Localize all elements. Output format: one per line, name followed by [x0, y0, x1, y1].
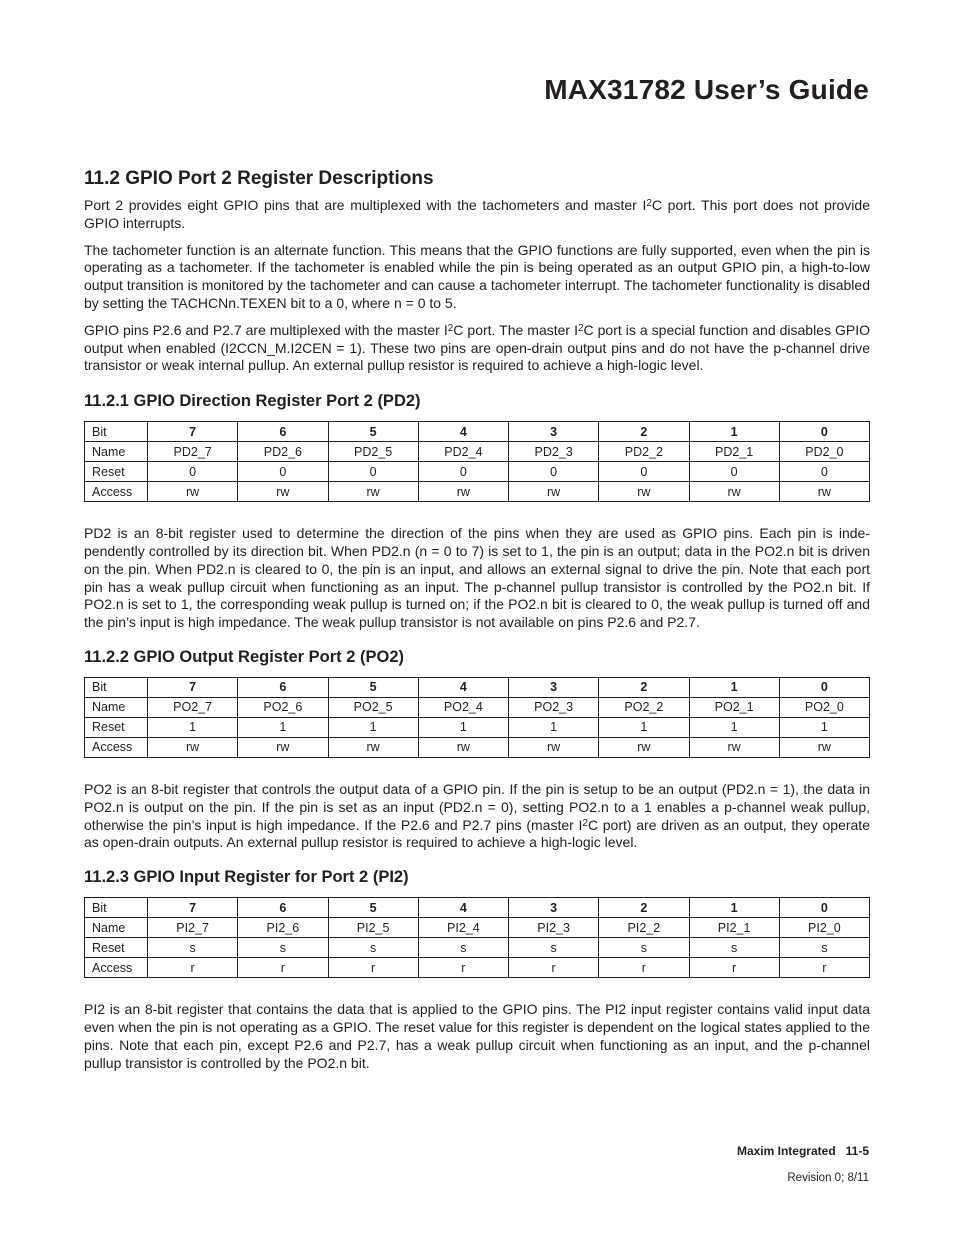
table-cell: 0: [599, 462, 689, 482]
table-cell: PO2_7: [148, 697, 238, 717]
table-cell: PI2_3: [509, 918, 599, 938]
table-cell: s: [509, 938, 599, 958]
table-cell: PD2_2: [599, 442, 689, 462]
table-cell: r: [418, 958, 508, 978]
table-cell: 1: [689, 422, 779, 442]
row-label: Bit: [85, 677, 148, 697]
table-cell: 4: [418, 898, 508, 918]
table-cell: r: [148, 958, 238, 978]
table-cell: rw: [148, 737, 238, 757]
table-cell: 1: [689, 717, 779, 737]
table-cell: 4: [418, 677, 508, 697]
table-cell: 1: [779, 717, 869, 737]
pi2-reset-row: [85, 938, 870, 958]
po2-heading: 11.2.2 GPIO Output Register Port 2 (PO2): [84, 647, 404, 666]
page-title: MAX31782 User’s Guide: [544, 74, 869, 105]
table-cell: rw: [509, 482, 599, 502]
table-cell: 0: [689, 462, 779, 482]
row-label: Name: [85, 918, 148, 938]
pd2-reset-row: [85, 462, 870, 482]
row-label: Reset: [85, 717, 148, 737]
row-label: Reset: [85, 462, 148, 482]
table-cell: s: [418, 938, 508, 958]
table-cell: r: [238, 958, 328, 978]
table-cell: 0: [779, 677, 869, 697]
table-cell: r: [599, 958, 689, 978]
table-cell: 2: [599, 677, 689, 697]
po2-description: [84, 781, 870, 852]
table-cell: rw: [418, 737, 508, 757]
pi2-heading: 11.2.3 GPIO Input Register for Port 2 (PI2): [84, 868, 409, 887]
table-cell: 1: [328, 717, 418, 737]
table-cell: 1: [689, 898, 779, 918]
table-cell: s: [599, 938, 689, 958]
po2-sup: 2: [582, 817, 588, 829]
table-cell: PO2_0: [779, 697, 869, 717]
table-cell: PD2_0: [779, 442, 869, 462]
pi2-description: PI2 is an 8-bit register that contains the data that is applied to the GPIO pins. The PI2 input register contains valid input data even when the pin is not operating as a GPIO. The reset value for this register is dependent on the logical states applied to the pins. Note that each pin, except P2.6 and P2.7, has a weak pullup circuit when functioning as an input, and the p-channel pullup transistor is controlled by the PO2.n bit.: [84, 1001, 870, 1071]
table-cell: PI2_0: [779, 918, 869, 938]
table-cell: 3: [509, 898, 599, 918]
table-cell: 0: [238, 462, 328, 482]
i2c-sup-2: 2: [577, 322, 584, 334]
pi2-bit-row: [85, 898, 870, 918]
table-cell: s: [689, 938, 779, 958]
table-cell: 0: [509, 462, 599, 482]
po2-register-table: [84, 677, 870, 758]
table-cell: PD2_5: [328, 442, 418, 462]
intro-text-a: Port 2 provides eight GPIO pins that are multiplexed with the tachometers and master I: [84, 197, 647, 213]
table-cell: 3: [509, 422, 599, 442]
pd2-access-row: [85, 482, 870, 502]
i2c-text-a: GPIO pins P2.6 and P2.7 are multiplexed with the master I: [84, 321, 448, 338]
table-cell: 2: [599, 422, 689, 442]
table-cell: PI2_6: [238, 918, 328, 938]
table-cell: 3: [509, 677, 599, 697]
row-label: Bit: [85, 898, 148, 918]
table-cell: 0: [779, 898, 869, 918]
table-cell: 1: [689, 677, 779, 697]
pi2-access-row: [85, 958, 870, 978]
table-cell: PI2_1: [689, 918, 779, 938]
intro-text-b: C port. This port does not provide GPIO interrupts.: [84, 197, 870, 231]
table-cell: 4: [418, 422, 508, 442]
table-cell: 7: [148, 677, 238, 697]
pd2-bit-row: [85, 422, 870, 442]
pd2-name-row: [85, 442, 870, 462]
table-cell: 0: [418, 462, 508, 482]
table-cell: PD2_6: [238, 442, 328, 462]
table-cell: 5: [328, 898, 418, 918]
table-cell: 0: [148, 462, 238, 482]
pd2-description: PD2 is an 8-bit register used to determine the direction of the pins when they are used as GPIO pins. Each pin is inde-pendently controlled by its direction bit. When PD2.n (n = 0 to 7) is set to 1, the pin is an output; data in the PO2.n bit is driven on the pin. When PD2.n is cleared to 0, the pin is an input, and allows an external signal to drive the pin. Note that each port pin has a weak pullup circuit when functioning as an input. The p-channel pullup transistor is controlled by the PO2.n bit. If PO2.n is set to 1, the corresponding weak pullup is turned on; if the PO2.n bit is cleared to 0, the weak pullup is turned off and the pin’s input is high impedance. The weak pullup transistor is not available on pins P2.6 and P2.7.: [84, 525, 870, 631]
po2-bit-row: [85, 677, 870, 697]
table-cell: PD2_7: [148, 442, 238, 462]
row-label: Name: [85, 697, 148, 717]
pi2-register-table: [84, 897, 870, 978]
po2-name-row: [85, 697, 870, 717]
table-cell: rw: [599, 737, 689, 757]
table-cell: PO2_3: [509, 697, 599, 717]
table-cell: 1: [418, 717, 508, 737]
table-cell: PD2_1: [689, 442, 779, 462]
table-cell: 6: [238, 677, 328, 697]
table-cell: PO2_6: [238, 697, 328, 717]
table-cell: 1: [148, 717, 238, 737]
table-cell: s: [779, 938, 869, 958]
table-cell: rw: [599, 482, 689, 502]
table-cell: rw: [418, 482, 508, 502]
i2c-sup-1: 2: [447, 322, 454, 334]
table-cell: rw: [328, 737, 418, 757]
table-cell: rw: [148, 482, 238, 502]
table-cell: 2: [599, 898, 689, 918]
table-cell: r: [509, 958, 599, 978]
table-cell: r: [689, 958, 779, 978]
table-cell: PI2_5: [328, 918, 418, 938]
tachometer-paragraph: The tachometer function is an alternate function. This means that the GPIO functions are fully supported, even when the pin is operating as a tachometer. If the tachometer is enabled while the pin is being operated as an output GPIO pin, a high-to-low output transition is monitored by the tachometer and can cause a tachometer interrupt. The tachometer functionality is disabled by setting the TACHCNn.TEXEN bit to a 0, where n = 0 to 5.: [84, 241, 870, 311]
table-cell: rw: [779, 482, 869, 502]
table-cell: PO2_2: [599, 697, 689, 717]
table-cell: PD2_4: [418, 442, 508, 462]
table-cell: 0: [328, 462, 418, 482]
table-cell: PI2_4: [418, 918, 508, 938]
table-cell: rw: [779, 737, 869, 757]
table-cell: rw: [238, 482, 328, 502]
table-cell: PO2_5: [328, 697, 418, 717]
i2c-paragraph: [84, 322, 870, 375]
table-cell: 1: [509, 717, 599, 737]
table-cell: rw: [238, 737, 328, 757]
table-cell: 5: [328, 422, 418, 442]
row-label: Access: [85, 958, 148, 978]
table-cell: r: [779, 958, 869, 978]
row-label: Name: [85, 442, 148, 462]
row-label: Access: [85, 482, 148, 502]
po2-description-a: PO2 is an 8-bit register that controls the output data of a GPIO pin. If the pin is setup to be an output (PD2.n = 1), the data in PO2.n is output on the pin. If the pin is set as an input (PD2.n = 0), setting PO2.n to a 1 enables a p-channel weak pullup, otherwise the pin’s input is high impedance. If the P2.6 and P2.7 pins (master I: [84, 780, 870, 833]
table-cell: PO2_1: [689, 697, 779, 717]
row-label: Bit: [85, 422, 148, 442]
table-cell: rw: [689, 737, 779, 757]
table-cell: 6: [238, 422, 328, 442]
page-content: [84, 168, 870, 1081]
table-cell: 6: [238, 898, 328, 918]
table-cell: PD2_3: [509, 442, 599, 462]
row-label: Access: [85, 737, 148, 757]
table-cell: PI2_2: [599, 918, 689, 938]
footer-revision: Revision 0; 8/11: [787, 1172, 869, 1184]
pd2-heading: 11.2.1 GPIO Direction Register Port 2 (PD2): [84, 392, 421, 411]
footer-company-page: Maxim Integrated 11-5: [736, 1144, 869, 1158]
table-cell: PI2_7: [148, 918, 238, 938]
intro-sup: 2: [646, 198, 652, 209]
table-cell: 7: [148, 898, 238, 918]
intro-paragraph: [84, 197, 870, 233]
table-cell: PO2_4: [418, 697, 508, 717]
table-cell: s: [148, 938, 238, 958]
po2-description-b: C port) are driven as an output, they operate as open-drain outputs. An external pullup resistor is required to achieve a high-logic level.: [84, 816, 870, 851]
table-cell: 0: [779, 462, 869, 482]
table-cell: s: [328, 938, 418, 958]
pd2-register-table: [84, 421, 870, 502]
section-heading: 11.2 GPIO Port 2 Register Descriptions: [84, 168, 434, 189]
table-cell: 1: [238, 717, 328, 737]
po2-access-row: [85, 737, 870, 757]
i2c-text-b: C port. The master I: [453, 321, 578, 338]
table-cell: rw: [328, 482, 418, 502]
table-cell: 1: [599, 717, 689, 737]
table-cell: rw: [509, 737, 599, 757]
table-cell: 0: [779, 422, 869, 442]
i2c-text-c: C port is a special function and disables GPIO output when enabled (I2CCN_M.I2CEN = 1). These two pins are open-drain output pins and do not have the p-channel drive transistor or weak internal pullup. An external pullup resistor is required to achieve a high-logic level.: [84, 321, 870, 374]
table-cell: rw: [689, 482, 779, 502]
row-label: Reset: [85, 938, 148, 958]
table-cell: s: [238, 938, 328, 958]
po2-reset-row: [85, 717, 870, 737]
table-cell: r: [328, 958, 418, 978]
table-cell: 5: [328, 677, 418, 697]
pi2-name-row: [85, 918, 870, 938]
table-cell: 7: [148, 422, 238, 442]
